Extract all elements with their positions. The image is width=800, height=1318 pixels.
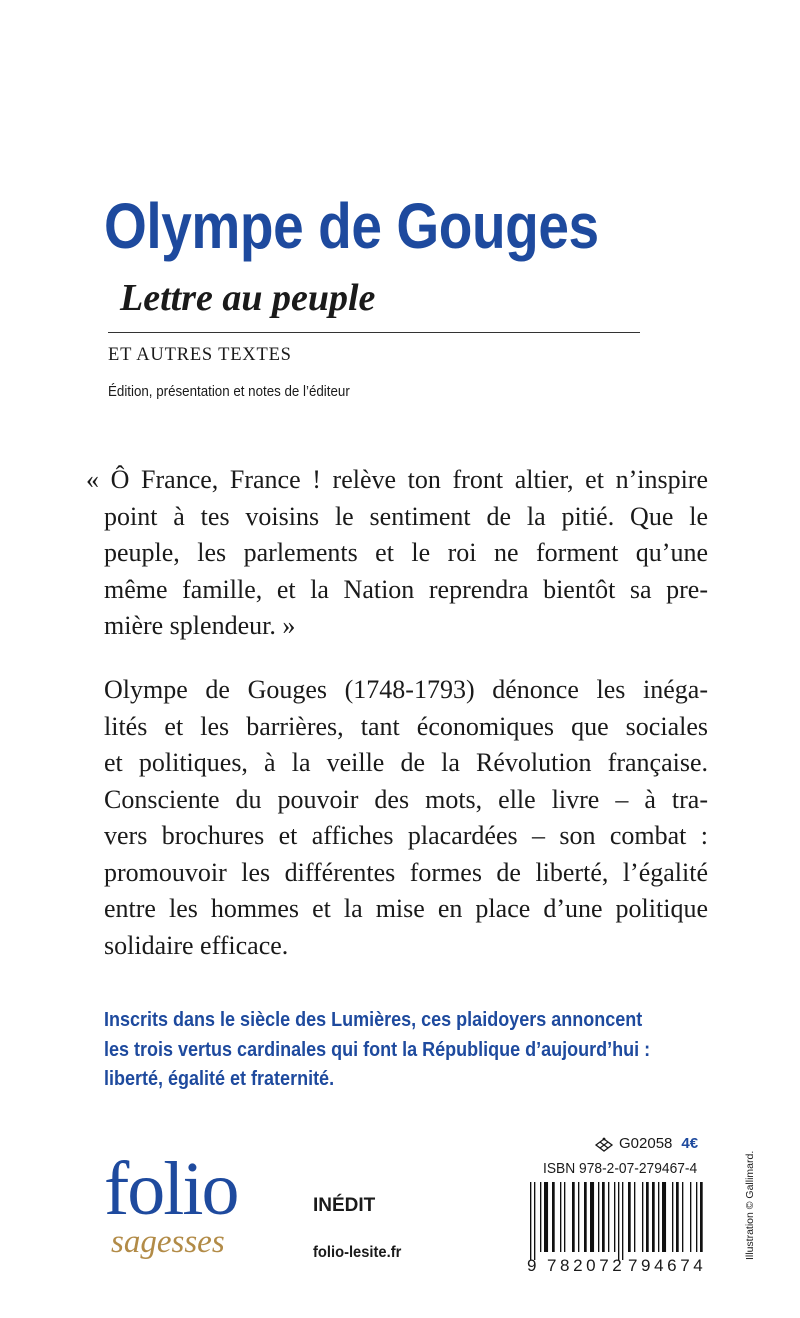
description-line: solidaire efficace. [104, 930, 289, 960]
barcode-bar [658, 1182, 659, 1252]
book-subtitle: ET AUTRES TEXTES [108, 345, 292, 365]
book-author: Olympe de Gouges [104, 190, 599, 262]
barcode-bar [690, 1182, 691, 1252]
barcode-bar [572, 1182, 575, 1252]
description-line: et politiques, à la veille de la Révolution française. [104, 748, 708, 777]
barcode-bar [534, 1182, 535, 1260]
title-divider [108, 332, 640, 333]
barcode-bar [540, 1182, 541, 1252]
series-code: G02058 [619, 1135, 673, 1152]
barcode-bar [590, 1182, 594, 1252]
book-tagline [104, 1006, 708, 1095]
barcode-bar [634, 1182, 635, 1252]
barcode-digit-group: 9 [527, 1256, 537, 1275]
quote-line: peuple, les parlements et le roi ne forment qu’une [104, 538, 708, 567]
barcode-bar [614, 1182, 615, 1252]
book-title: Lettre au peuple [120, 277, 376, 319]
tagline-line: liberté, égalité et fraternité. [104, 1068, 335, 1090]
quote-line: point à tes voisins le sentiment de la pitié. Que le [104, 501, 708, 531]
price-row [594, 1134, 698, 1154]
barcode-bar [628, 1182, 631, 1252]
folio-logo: folio [104, 1147, 238, 1231]
description-line: Consciente du pouvoir des mots, elle livre – à tra- [104, 784, 708, 814]
tagline-line: les trois vertus cardinales qui font la République d’aujourd’hui : [104, 1038, 651, 1061]
description-line: promouvoir les différentes formes de liberté, l’égalité [104, 857, 708, 887]
barcode-bar [622, 1182, 623, 1260]
description-line: vers brochures et affiches placardées – son combat : [104, 821, 708, 850]
price: 4€ [681, 1135, 699, 1152]
barcode-bar [676, 1182, 679, 1252]
barcode-bar [662, 1182, 666, 1252]
illustration-credit: Illustration © Gallimard. [744, 1150, 756, 1260]
barcode-bar [552, 1182, 555, 1252]
collection-name: sagesses [111, 1224, 225, 1260]
barcode-bar [696, 1182, 697, 1252]
quote-line: « Ô France, France ! relève ton front altier, et n’inspire [86, 465, 708, 494]
book-symbol-icon [594, 1136, 614, 1152]
barcode-bar [584, 1182, 587, 1252]
barcode-bar [578, 1182, 579, 1252]
publisher-website: folio-lesite.fr [313, 1244, 402, 1261]
barcode-bar [700, 1182, 703, 1252]
description-line: entre les hommes et la mise en place d’une politique [104, 894, 708, 923]
quote-line: mière splendeur. » [104, 611, 296, 640]
barcode-bar [544, 1182, 548, 1252]
book-description [104, 672, 708, 964]
barcode-bar [646, 1182, 649, 1252]
barcode-bar [682, 1182, 683, 1252]
barcode-bar [598, 1182, 599, 1252]
barcode-bar [602, 1182, 605, 1252]
inedit-label: INÉDIT [313, 1195, 376, 1216]
description-line: lités et les barrières, tant économiques que sociales [104, 711, 708, 741]
barcode [528, 1182, 708, 1260]
description-line: Olympe de Gouges (1748-1793) dénonce les inéga- [104, 675, 708, 704]
barcode-bar [672, 1182, 673, 1252]
back-cover-quote [86, 462, 708, 645]
barcode-digit-group: 794674 [628, 1256, 707, 1275]
isbn: ISBN 978-2-07-279467-4 [543, 1160, 698, 1177]
barcode-digit-group: 782072 [547, 1256, 626, 1275]
barcode-bar [530, 1182, 531, 1260]
barcode-bar [642, 1182, 643, 1252]
edition-note: Édition, présentation et notes de l’éditeur [108, 384, 350, 400]
tagline-line: Inscrits dans le siècle des Lumières, ces plaidoyers annoncent [104, 1009, 643, 1031]
barcode-bar [608, 1182, 609, 1252]
barcode-bar [618, 1182, 619, 1260]
barcode-bar [564, 1182, 565, 1252]
barcode-bar [560, 1182, 561, 1252]
barcode-bar [652, 1182, 655, 1252]
quote-line: même famille, et la Nation reprendra bientôt sa pre- [104, 574, 708, 604]
